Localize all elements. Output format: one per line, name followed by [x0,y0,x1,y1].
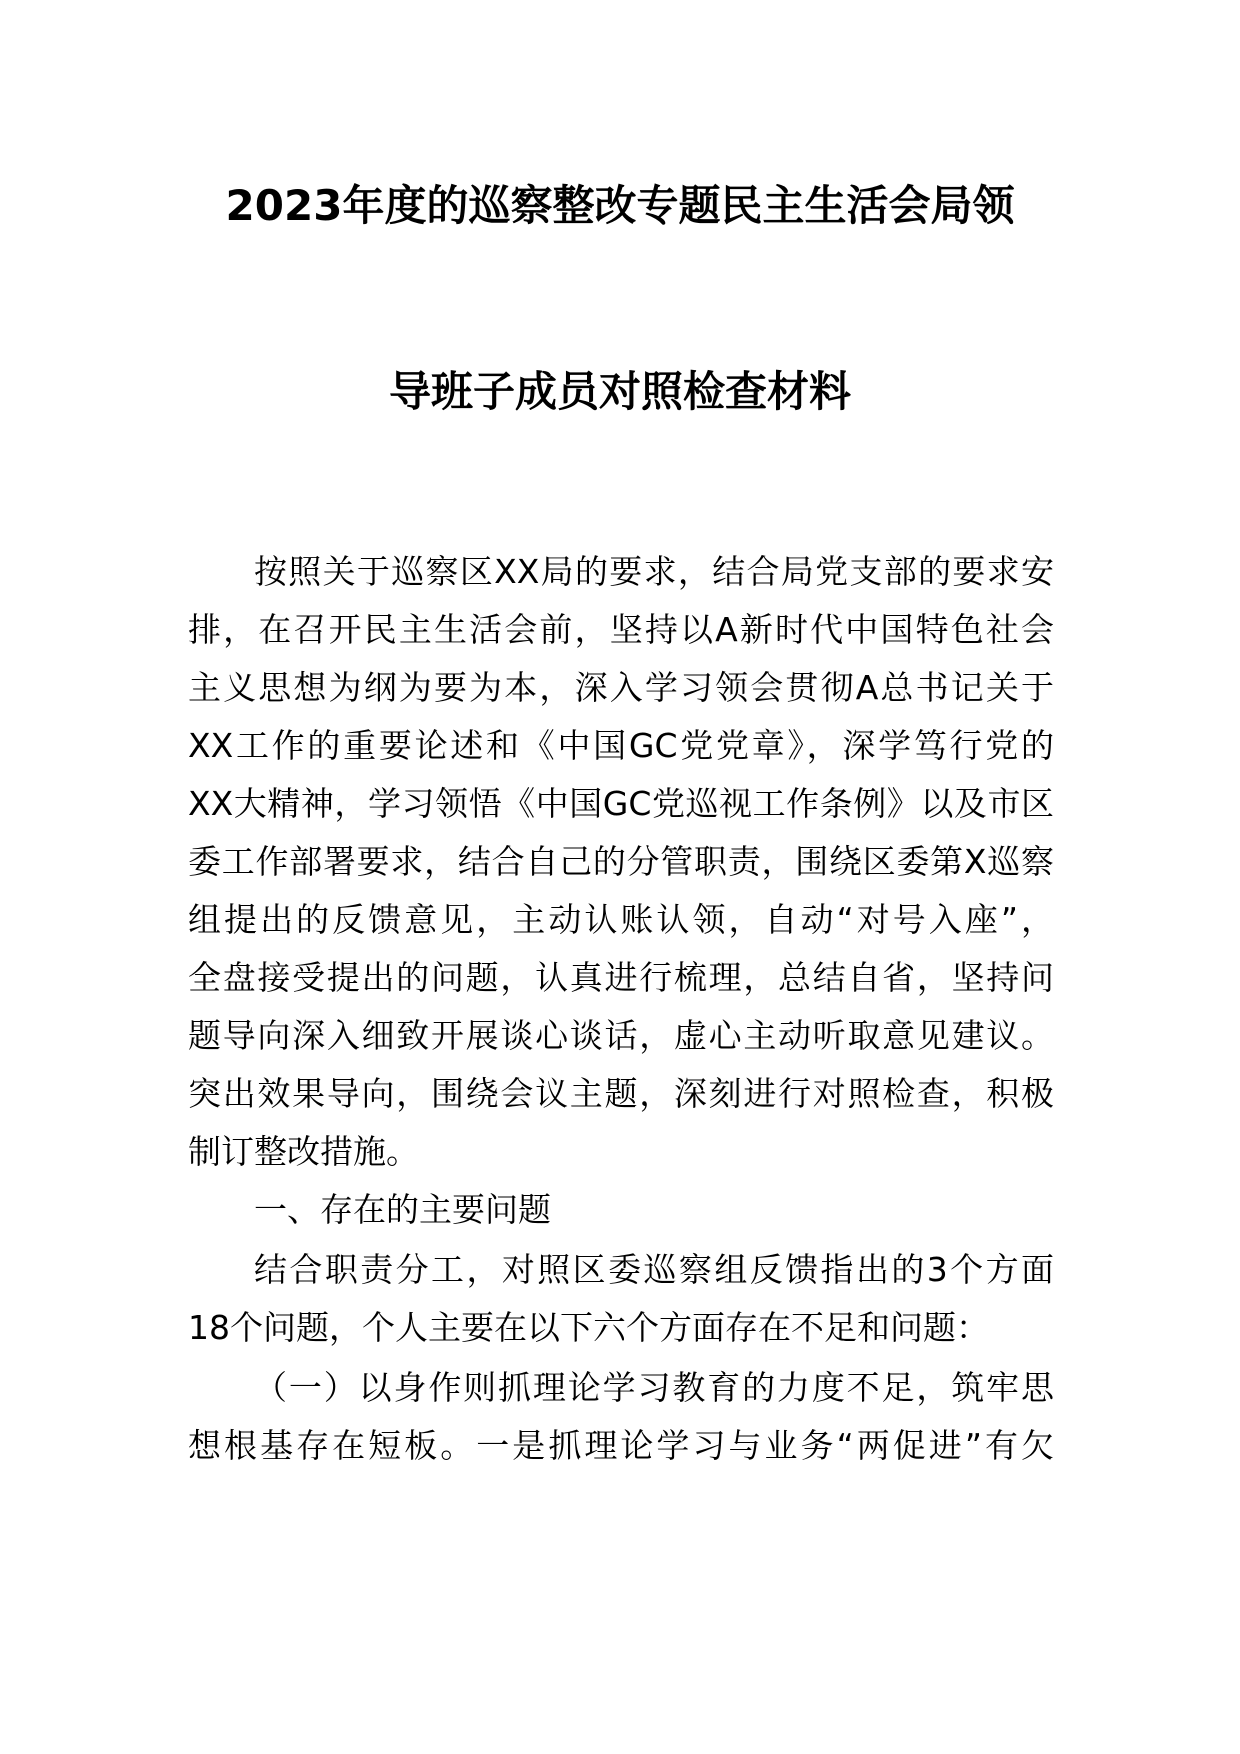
paragraph-line: 委工作部署要求，结合自己的分管职责，围绕区委第X巡察 [188,842,1054,881]
paragraph-line: 排，在召开民主生活会前，坚持以A新时代中国特色社会 [188,610,1054,649]
paragraph-line: 按照关于巡察区XX局的要求，结合局党支部的要求安 [254,552,1054,591]
document-title-line-2: 导班子成员对照检查材料 [388,367,851,416]
paragraph-line: 18个问题，个人主要在以下六个方面存在不足和问题： [188,1308,989,1347]
paragraph-line: 结合职责分工，对照区委巡察组反馈指出的3个方面 [254,1250,1054,1289]
subsection-line: （一）以身作则抓理论学习教育的力度不足，筑牢思 [254,1368,1054,1407]
paragraph-line: 主义思想为纲为要为本，深入学习领会贯彻A总书记关于 [188,668,1054,707]
paragraph-line: 题导向深入细致开展谈心谈话，虚心主动听取意见建议。 [188,1016,1054,1055]
paragraph-line: 想根基存在短板。一是抓理论学习与业务“两促进”有欠 [188,1426,1054,1465]
paragraph-line: 全盘接受提出的问题，认真进行梳理，总结自省，坚持问 [188,958,1054,997]
document-title-line-1: 2023年度的巡察整改专题民主生活会局领 [225,181,1015,230]
paragraph-line: XX工作的重要论述和《中国GC党党章》，深学笃行党的 [188,726,1054,765]
paragraph-line: 制订整改措施。 [188,1132,419,1171]
paragraph-line: XX大精神，学习领悟《中国GC党巡视工作条例》以及市区 [188,784,1054,823]
paragraph-line: 组提出的反馈意见，主动认账认领，自动“对号入座”， [188,900,1054,939]
section-heading: 一、存在的主要问题 [254,1190,551,1229]
paragraph-line: 突出效果导向，围绕会议主题，深刻进行对照检查，积极 [188,1074,1054,1113]
